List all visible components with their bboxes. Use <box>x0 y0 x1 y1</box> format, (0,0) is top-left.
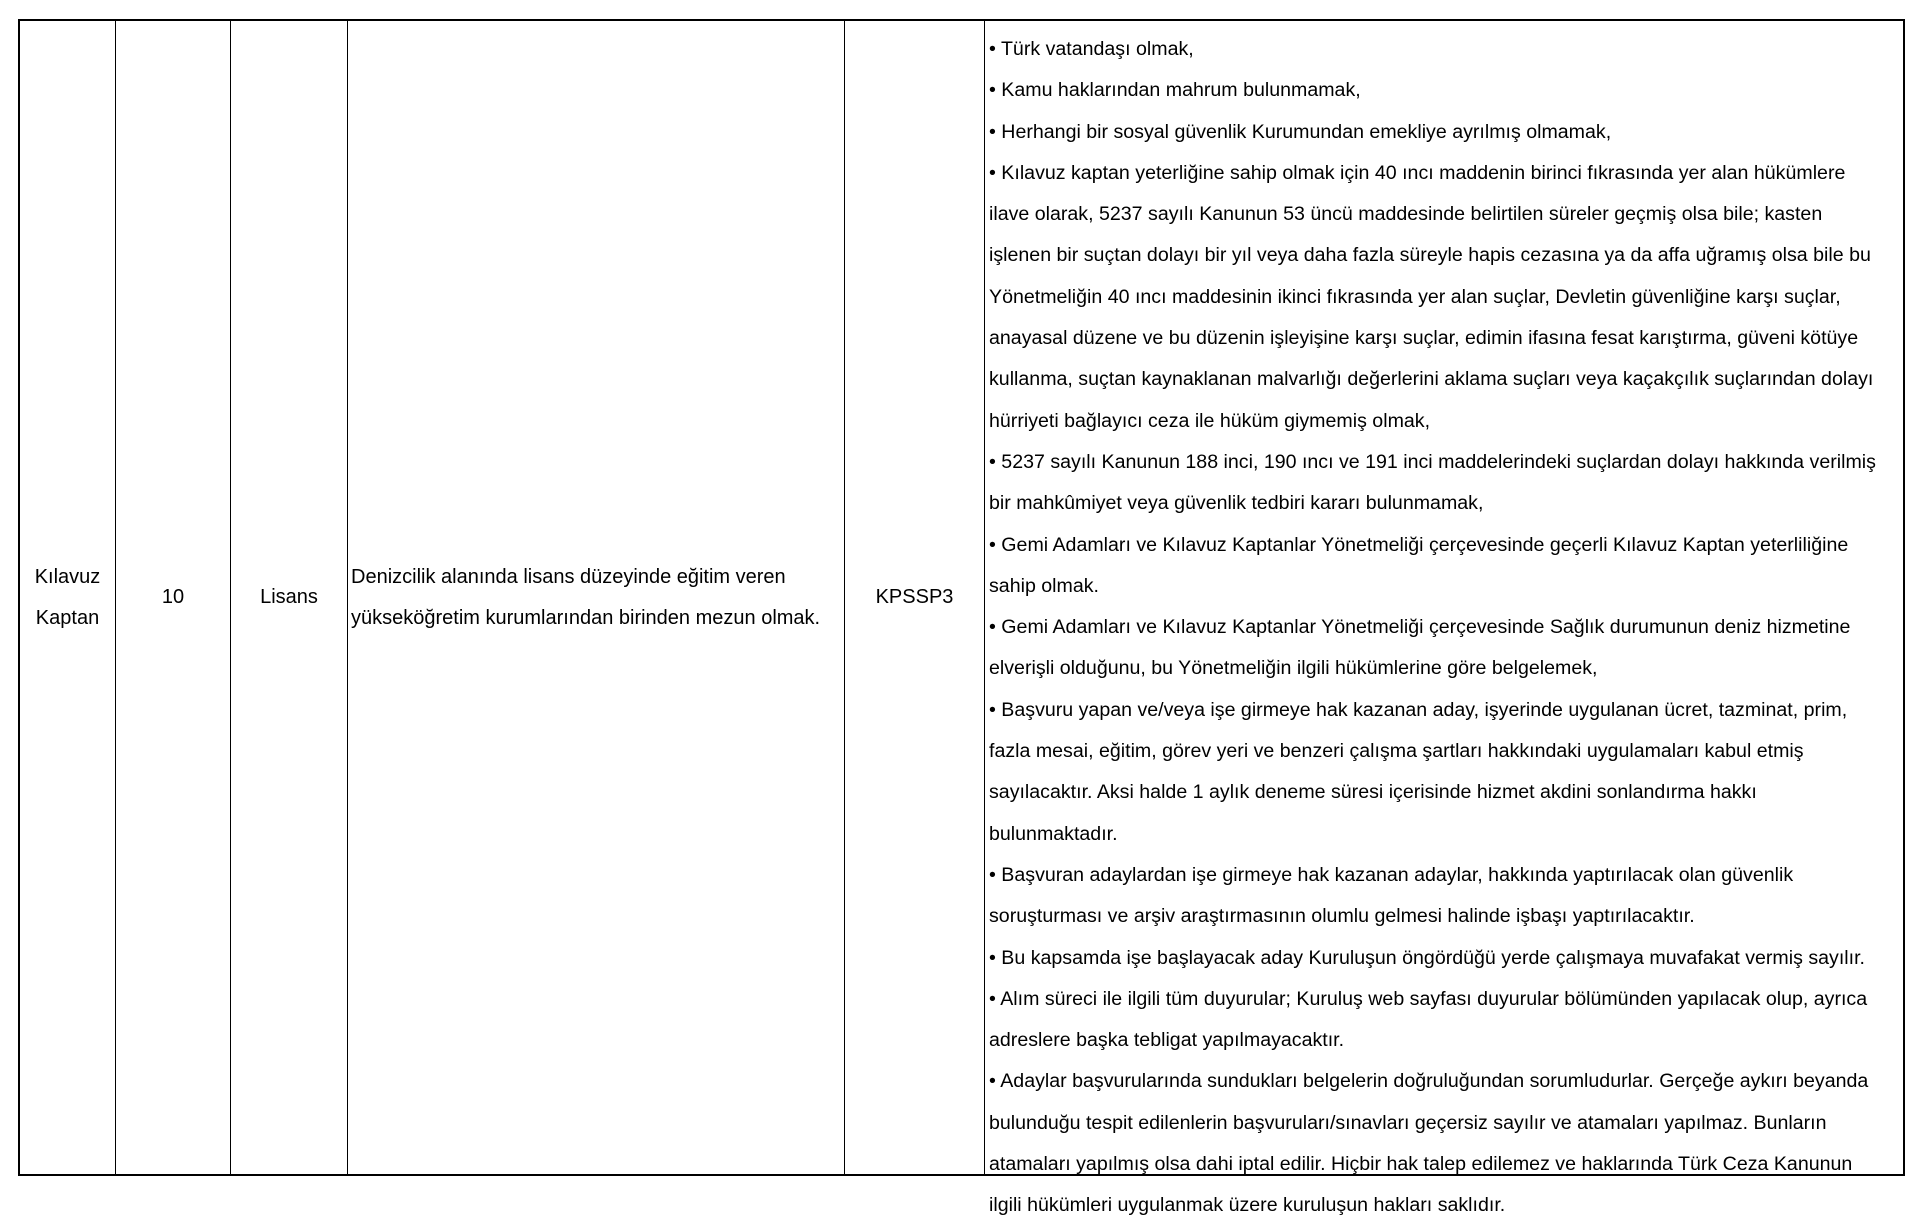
position-count: 10 <box>161 586 185 608</box>
exam-type: KPSSP3 <box>875 586 954 608</box>
condition-item: • Türk vatandaşı olmak, <box>989 38 1194 60</box>
condition-item: • Kamu haklarından mahrum bulunmamak, <box>989 79 1361 102</box>
qualification-cell <box>348 21 845 1174</box>
condition-item: • Gemi Adamları ve Kılavuz Kaptanlar Yönetmeliği çerçevesinde geçerli Kılavuz Kaptan yeterliliğine sahip olmak. <box>989 533 1849 597</box>
education-level: Lisans <box>260 586 318 608</box>
job-requirements-table-row <box>18 19 1905 1217</box>
position-count-cell <box>116 21 231 1174</box>
qualification-line-2: yükseköğretim kurumlarından birinden mezun olmak. <box>351 606 821 629</box>
position-title-line-2: Kaptan <box>35 606 100 629</box>
condition-item: • Bu kapsamda işe başlayacak aday Kuruluşun öngördüğü yerde çalışmaya muvafakat vermiş sayılır. <box>989 946 1865 969</box>
education-level-cell <box>231 21 348 1174</box>
condition-item: • Başvuran adaylardan işe girmeye hak kazanan adaylar, hakkında yaptırılacak olan güvenlik soruşturması ve arşiv araştırmasının olumlu gelmesi halinde işbaşı yaptırılacaktır. <box>989 863 1794 928</box>
position-title-cell <box>20 21 116 1174</box>
condition-item: • Adaylar başvurularında sundukları belgelerin doğruluğundan sorumludurlar. Gerçeğe aykırı beyanda bulunduğu tespit edilenlerin başvuruları/sınavları geçersiz sayılır ve atamaları yapılmaz. Bunların atamaları yapılmış olsa dahi iptal edilir. Hiçbir hak talep edilemez ve haklarında Türk Ceza Kanunun ilgili hükümleri uygulanmak üzere kuruluşun hakları saklıdır. <box>989 1070 1869 1217</box>
condition-item: • Herhangi bir sosyal güvenlik Kurumundan emekliye ayrılmış olmamak, <box>989 120 1612 143</box>
condition-item: • Gemi Adamları ve Kılavuz Kaptanlar Yönetmeliği çerçevesinde Sağlık durumunun deniz hizmetine elverişli olduğunu, bu Yönetmeliğin ilgili hükümlerine göre belgelemek, <box>989 616 1851 680</box>
qualification-line-1: Denizcilik alanında lisans düzeyinde eğitim veren <box>351 565 786 588</box>
condition-item: • 5237 sayılı Kanunun 188 inci, 190 ıncı ve 191 inci maddelerindeki suçlardan dolayı hakkında verilmiş bir mahkûmiyet veya güvenlik tedbiri kararı bulunmamak, <box>989 450 1876 515</box>
conditions-cell <box>985 21 1903 1217</box>
condition-item: • Alım süreci ile ilgili tüm duyurular; Kuruluş web sayfası duyurular bölümünden yapılacak olup, ayrıca adreslere başka tebligat yapılmayacaktır. <box>989 987 1868 1052</box>
exam-type-cell <box>845 21 985 1174</box>
condition-item: • Kılavuz kaptan yeterliğine sahip olmak için 40 ıncı maddenin birinci fıkrasında yer alan hükümlere ilave olarak, 5237 sayılı Kanunun 53 üncü maddesinde belirtilen süreler geçmiş olsa bile; kasten işlenen bir suçtan dolayı bir yıl veya daha fazla süreyle hapis cezasına ya da affa uğramış olsa bile bu Yönetmeliğin 40 ıncı maddesinin ikinci fıkrasında yer alan suçlar, Devletin güvenliğine karşı suçlar, anayasal düzene ve bu düzenin işleyişine karşı suçlar, edimin ifasına fesat karıştırma, güveni kötüye kullanma, suçtan kaynaklanan malvarlığı değerlerini aklama suçları veya kaçakçılık suçlarından dolayı hürriyeti bağlayıcı ceza ile hüküm giymemiş olmak, <box>989 161 1874 432</box>
position-title-line-1: Kılavuz <box>34 565 101 588</box>
condition-item: • Başvuru yapan ve/veya işe girmeye hak kazanan aday, işyerinde uygulanan ücret, tazminat, prim, fazla mesai, eğitim, görev yeri ve benzeri çalışma şartları hakkındaki uygulamaları kabul etmiş sayılacaktır. Aksi halde 1 aylık deneme süresi içerisinde hizmet akdini sonlandırma hakkı bulunmaktadır. <box>989 698 1848 845</box>
